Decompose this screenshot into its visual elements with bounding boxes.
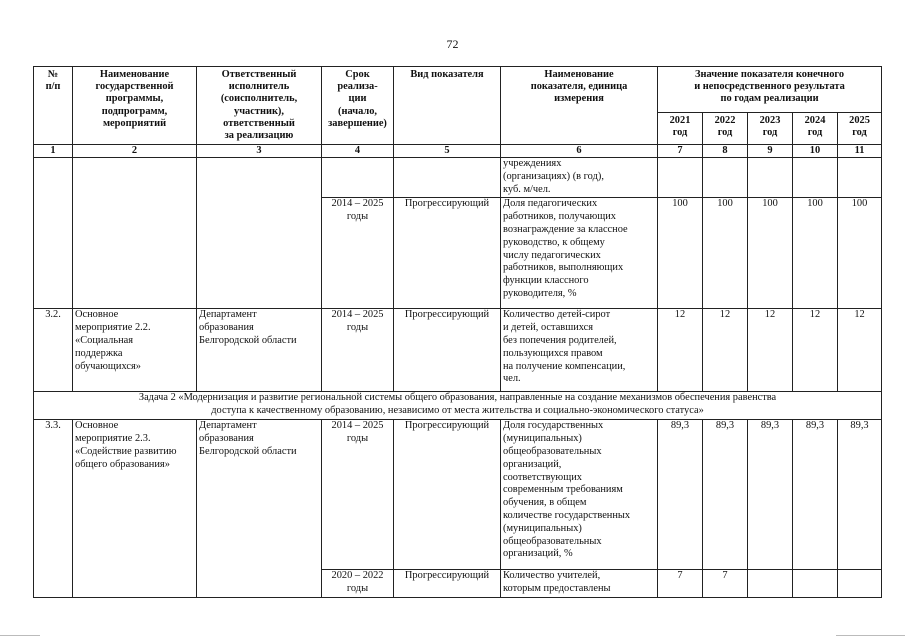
column-number: 3 (197, 145, 322, 158)
value-2024: 12 (793, 309, 838, 392)
value-2023: 89,3 (748, 420, 793, 570)
header-indicator-name: Наименование показателя, единица измерения (501, 67, 658, 145)
row-executor-cell (197, 158, 322, 309)
value-2022: 7 (703, 570, 748, 598)
row-term: 2020 – 2022 годы (322, 570, 394, 598)
value-2025: 100 (838, 198, 882, 309)
value-2023 (748, 570, 793, 598)
table-row (34, 309, 882, 392)
value-2024: 100 (793, 198, 838, 309)
column-number: 5 (394, 145, 501, 158)
row-name: Основное мероприятие 2.2. «Социальная поддержка обучающихся» (73, 309, 197, 392)
column-number: 4 (322, 145, 394, 158)
indicators-table (33, 66, 882, 598)
row-indicator: Доля педагогических работников, получающих вознаграждение за классное руководство, к общему числу педагогических работников, выполняющих функции классного руководителя, % (501, 198, 658, 309)
row-executor: Департамент образования Белгородской области (197, 420, 322, 598)
column-number: 7 (658, 145, 703, 158)
row-indicator: учреждениях (организациях) (в год), куб. м/чел. (501, 158, 658, 198)
table-row (34, 158, 882, 198)
scan-artifact (0, 635, 40, 636)
header-term: Срок реализа- ции (начало, завершение) (322, 67, 394, 145)
row-indicator: Количество учителей, которым предоставлены (501, 570, 658, 598)
value-2023: 12 (748, 309, 793, 392)
value-2021: 12 (658, 309, 703, 392)
value-2022: 100 (703, 198, 748, 309)
column-number: 10 (793, 145, 838, 158)
value-2024 (793, 570, 838, 598)
row-indicator: Доля государственных (муниципальных) общеобразовательных организаций, соответствующих современным требованиям обучения, в общем количестве государственных (муниципальных) общеобразовательных организаций, % (501, 420, 658, 570)
value-2022: 89,3 (703, 420, 748, 570)
row-num-cell (34, 158, 73, 309)
value-cell (838, 158, 882, 198)
column-numbers-row (34, 145, 882, 158)
row-type: Прогрессирующий (394, 198, 501, 309)
value-cell (793, 158, 838, 198)
header-year-2025: 2025 год (838, 112, 882, 144)
row-type: Прогрессирующий (394, 309, 501, 392)
row-num: 3.2. (34, 309, 73, 392)
task-heading: Задача 2 «Модернизация и развитие региональной системы общего образования, направленные на создание механизмов обеспечения равенства доступа к качественному образованию, независимо от места жительства и социально-экономического статуса» (34, 392, 882, 420)
column-number: 9 (748, 145, 793, 158)
value-2025: 89,3 (838, 420, 882, 570)
value-2021: 89,3 (658, 420, 703, 570)
value-2025: 12 (838, 309, 882, 392)
row-type-cell (394, 158, 501, 198)
scan-artifact (836, 635, 905, 636)
page-number: 72 (446, 37, 459, 51)
value-cell (748, 158, 793, 198)
row-name: Основное мероприятие 2.3. «Содействие развитию общего образования» (73, 420, 197, 598)
header-year-2021: 2021 год (658, 112, 703, 144)
value-2021: 100 (658, 198, 703, 309)
header-executor: Ответственный исполнитель (соисполнитель, участник), ответственный за реализацию (197, 67, 322, 145)
column-number: 11 (838, 145, 882, 158)
row-term: 2014 – 2025 годы (322, 420, 394, 570)
row-executor: Департамент образования Белгородской области (197, 309, 322, 392)
row-type: Прогрессирующий (394, 420, 501, 570)
value-2021: 7 (658, 570, 703, 598)
row-term-cell (322, 158, 394, 198)
row-type: Прогрессирующий (394, 570, 501, 598)
column-number: 6 (501, 145, 658, 158)
header-year-2023: 2023 год (748, 112, 793, 144)
header-program-name: Наименование государственной программы, подпрограмм, мероприятий (73, 67, 197, 145)
row-term: 2014 – 2025 годы (322, 198, 394, 309)
value-2023: 100 (748, 198, 793, 309)
header-row (34, 67, 882, 113)
column-number: 2 (73, 145, 197, 158)
header-year-2022: 2022 год (703, 112, 748, 144)
column-number: 1 (34, 145, 73, 158)
value-2022: 12 (703, 309, 748, 392)
row-indicator: Количество детей-сирот и детей, оставшихся без попечения родителей, пользующихся правом на получение компенсации, чел. (501, 309, 658, 392)
value-2025 (838, 570, 882, 598)
header-indicator-type: Вид показателя (394, 67, 501, 145)
header-values-group: Значение показателя конечного и непосредственного результата по годам реализации (658, 67, 882, 113)
task-row (34, 392, 882, 420)
value-cell (703, 158, 748, 198)
row-name-cell (73, 158, 197, 309)
header-year-2024: 2024 год (793, 112, 838, 144)
row-term: 2014 – 2025 годы (322, 309, 394, 392)
row-num: 3.3. (34, 420, 73, 598)
column-number: 8 (703, 145, 748, 158)
table-row (34, 420, 882, 570)
value-2024: 89,3 (793, 420, 838, 570)
value-cell (658, 158, 703, 198)
header-num: № п/п (34, 67, 73, 145)
